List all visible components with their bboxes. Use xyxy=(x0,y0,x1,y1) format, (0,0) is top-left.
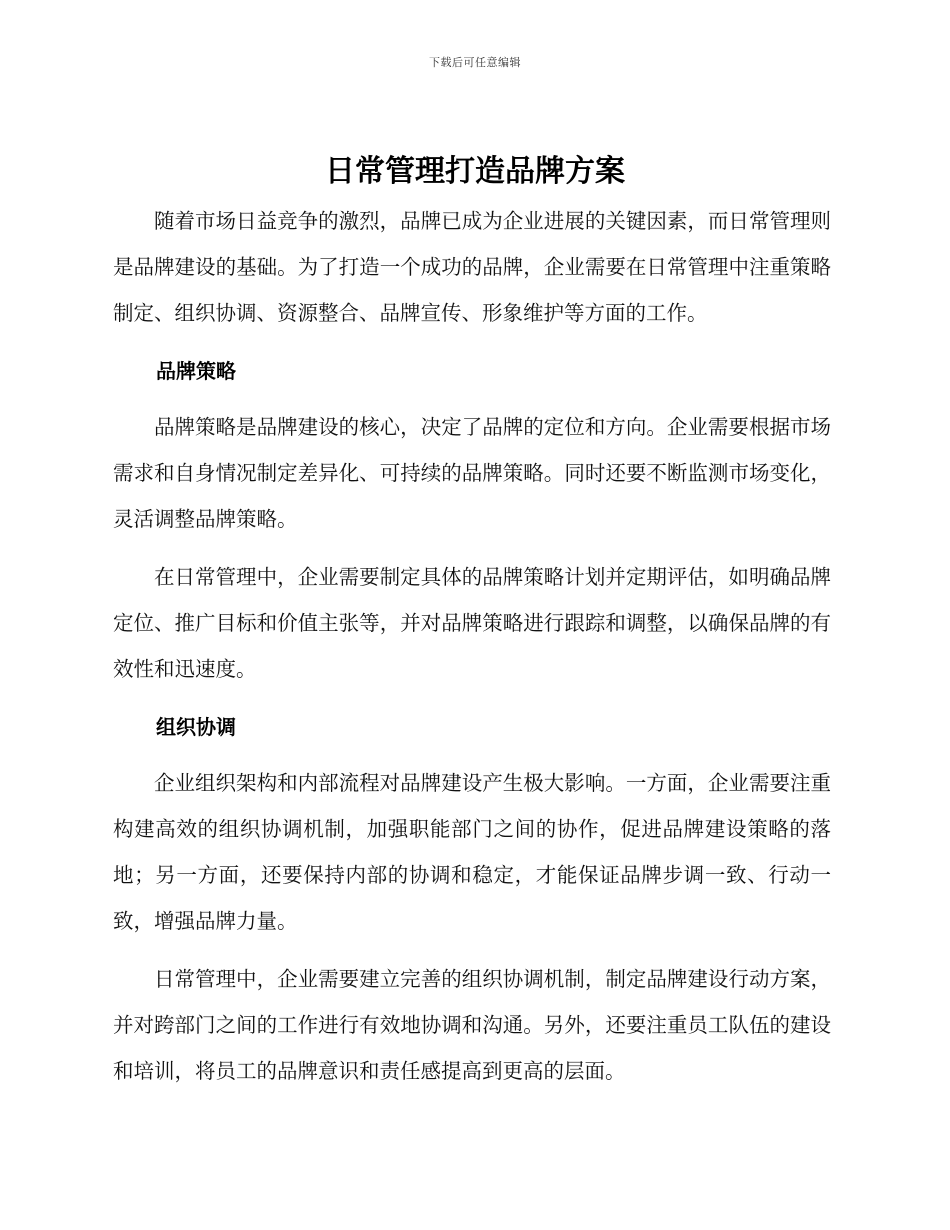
document-body xyxy=(113,198,831,1094)
org-coordination-paragraph-2: 日常管理中，企业需要建立完善的组织协调机制，制定品牌建设行动方案，并对跨部门之间的工作进行有效地协调和沟通。另外，还要注重员工队伍的建设和培训，将员工的品牌意识和责任感提高到更高的层面。 xyxy=(113,967,831,1083)
intro-paragraph: 随着市场日益竞争的激烈，品牌已成为企业进展的关键因素，而日常管理则是品牌建设的基础。为了打造一个成功的品牌，企业需要在日常管理中注重策略制定、组织协调、资源整合、品牌宣传、形象维护等方面的工作。 xyxy=(113,209,831,325)
brand-strategy-paragraph-2: 在日常管理中，企业需要制定具体的品牌策略计划并定期评估，如明确品牌定位、推广目标和价值主张等，并对品牌策略进行跟踪和调整，以确保品牌的有效性和迅速度。 xyxy=(113,565,831,681)
brand-strategy-paragraph-1: 品牌策略是品牌建设的核心，决定了品牌的定位和方向。企业需要根据市场需求和自身情况制定差异化、可持续的品牌策略。同时还要不断监测市场变化，灵活调整品牌策略。 xyxy=(113,415,831,531)
document-title: 日常管理打造品牌方案 xyxy=(325,154,625,189)
header-note: 下载后可任意编辑 xyxy=(429,56,521,69)
section-heading-brand-strategy: 品牌策略 xyxy=(156,359,236,383)
org-coordination-paragraph-1: 企业组织架构和内部流程对品牌建设产生极大影响。一方面，企业需要注重构建高效的组织协调机制，加强职能部门之间的协作，促进品牌建设策略的落地；另一方面，还要保持内部的协调和稳定，才能保证品牌步调一致、行动一致，增强品牌力量。 xyxy=(113,771,831,933)
section-heading-org-coordination: 组织协调 xyxy=(156,715,236,739)
